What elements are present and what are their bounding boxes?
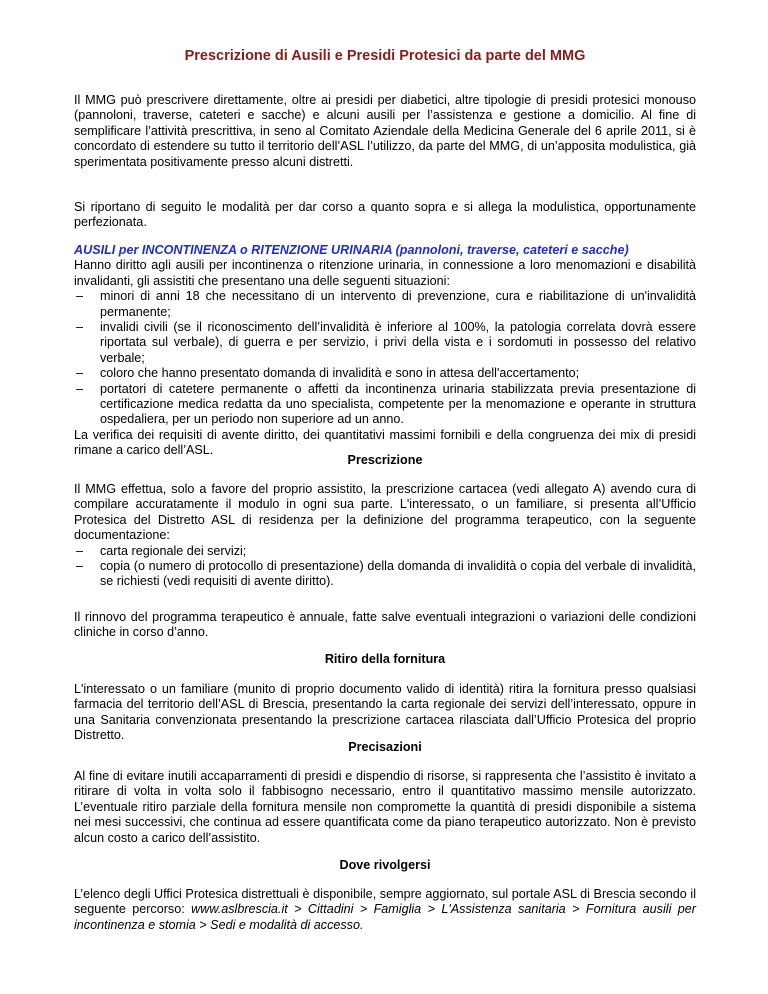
ritiro-paragraph: L'interessato o un familiare (munito di proprio documento valido di identità) ritira la fornitura presso qualsiasi farmacia del territorio dell’ASL di Brescia, presentando la carta regionale dei servizi dell’interessato, oppure in una Sanitaria convenzionata presentando la prescrizione cartacea rilasciata dall’Ufficio Protesica del proprio Distretto. xyxy=(74,682,696,743)
prescrizione-paragraph-1: Il MMG effettua, solo a favore del proprio assistito, la prescrizione cartacea (vedi allegato A) avendo cura di compilare accuratamente il modulo in ogni sua parte. L'interessato, o un familiare, si presenta all’Ufficio Protesica del Distretto ASL di residenza per la definizione del programma terapeutico, con la seguente documentazione: xyxy=(74,482,696,543)
precisazioni-heading: Precisazioni xyxy=(348,740,422,754)
ausili-list xyxy=(74,289,696,428)
ausili-lead: Hanno diritto agli ausili per incontinenza o ritenzione urinaria, in connessione a loro menomazioni e disabilità invalidanti, gli assistiti che presentano una delle seguenti situazioni: xyxy=(74,258,696,288)
prescrizione-section xyxy=(74,482,696,590)
list-item: – carta regionale dei servizi; xyxy=(74,544,696,559)
precisazioni-paragraph: Al fine di evitare inutili accaparramenti di presidi e dispendio di risorse, si rappresenta che l’assistito è invitato a ritirare di volta in volta solo il fabbisogno necessario, entro il quantitativo massimo mensile autorizzato. L’eventuale ritiro parziale della fornitura mensile non compromette la quantità di presidi disponibile a sistema nei mesi successivi, che continua ad essere quantificata come da piano terapeutico autorizzato. Non è previsto alcun costo a carico dell’assistito. xyxy=(74,769,696,845)
intro-paragraph-2: Si riportano di seguito le modalità per dar corso a quanto sopra e si allega la modulistica, opportunamente perfezionata. xyxy=(74,200,696,230)
list-item: – coloro che hanno presentato domanda di invalidità e sono in attesa dell'accertamento; xyxy=(74,366,696,381)
list-item: – copia (o numero di protocollo di presentazione) della domanda di invalidità o copia del verbale di invalidità, se richiesti (vedi requisiti di avente diritto). xyxy=(74,559,696,590)
intro-paragraph-1: Il MMG può prescrivere direttamente, oltre ai presidi per diabetici, altre tipologie di presidi protesici monouso (pannoloni, traverse, cateteri e sacche) e alcuni ausili per l’assistenza e gestione a domicilio. Al fine di semplificare l’attività prescrittiva, in seno al Comitato Aziendale della Medicina Generale del 6 aprile 2011, si è concordato di estendere su tutto il territorio dell’ASL l’utilizzo, da parte del MMG, di un’apposita modulistica, già sperimentata positivamente presso alcuni distretti. xyxy=(74,93,696,169)
page-title: Prescrizione di Ausili e Presidi Protesici da parte del MMG xyxy=(184,48,586,64)
dove-paragraph xyxy=(74,887,696,933)
portal-path: www.aslbrescia.it > Cittadini > Famiglia > L'Assistenza sanitaria > Fornitura ausili per incontinenza e stomia > Sedi e modalità di accesso. xyxy=(74,902,696,932)
list-item: – invalidi civili (se il riconoscimento dell’invalidità è inferiore al 100%, la patologia correlata dovrà essere riportata sul verbale), di guerra e per servizio, i privi della vista e i sordomuti in possesso del relativo verbale; xyxy=(74,320,696,366)
list-item: – minori di anni 18 che necessitano di un intervento di prevenzione, cura e riabilitazione di un'invalidità permanente; xyxy=(74,289,696,320)
prescrizione-list xyxy=(74,544,696,590)
dove-lead: L’elenco degli Uffici Protesica distrettuali è disponibile, sempre aggiornato, sul portale ASL di Brescia secondo il seguente percorso: xyxy=(74,887,696,917)
ausili-section xyxy=(74,243,696,459)
ausili-closing: La verifica dei requisiti di avente diritto, dei quantitativi massimi fornibili e della congruenza dei mix di presidi rimane a carico dell’ASL. xyxy=(74,427,696,458)
prescrizione-paragraph-2: Il rinnovo del programma terapeutico è annuale, fatte salve eventuali integrazioni o variazioni delle condizioni cliniche in corso d’anno. xyxy=(74,610,696,640)
ausili-heading: AUSILI per INCONTINENZA o RITENZIONE URINARIA (pannoloni, traverse, cateteri e sacche) xyxy=(74,243,629,257)
prescrizione-heading: Prescrizione xyxy=(347,453,423,467)
ritiro-heading: Ritiro della fornitura xyxy=(324,652,446,666)
list-item: – portatori di catetere permanente o affetti da incontinenza urinaria stabilizzata previa presentazione di certificazione medica redatta da uno specialista, competente per la menomazione e operante in struttura ospedaliera, per un periodo non superiore ad un anno. xyxy=(74,382,696,428)
dove-heading: Dove rivolgersi xyxy=(339,858,431,872)
